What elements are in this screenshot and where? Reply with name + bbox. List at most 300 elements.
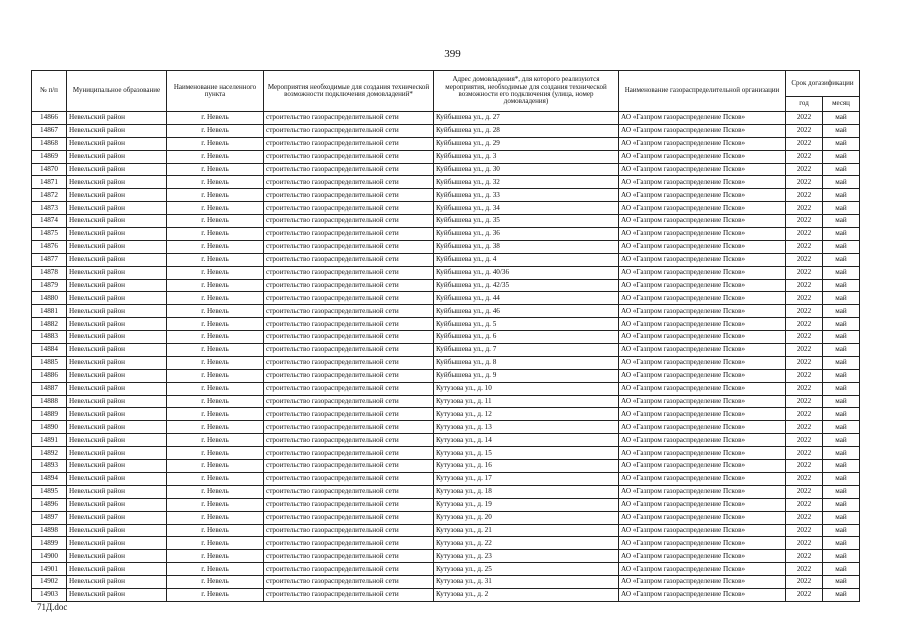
row-number: 14874 <box>32 215 67 228</box>
address-cell: Кутузова ул., д. 12 <box>434 408 619 421</box>
address-cell: Куйбышева ул., д. 3 <box>434 150 619 163</box>
measure-cell: строительство газораспределительной сети <box>264 215 434 228</box>
row-number: 14887 <box>32 382 67 395</box>
municipality-cell: Невельский район <box>67 266 167 279</box>
header-month: месяц <box>823 97 860 112</box>
month-cell: май <box>823 266 860 279</box>
address-cell: Куйбышева ул., д. 28 <box>434 124 619 137</box>
municipality-cell: Невельский район <box>67 176 167 189</box>
municipality-cell: Невельский район <box>67 137 167 150</box>
year-cell: 2022 <box>786 344 823 357</box>
header-year: год <box>786 97 823 112</box>
month-cell: май <box>823 202 860 215</box>
municipality-cell: Невельский район <box>67 382 167 395</box>
municipality-cell: Невельский район <box>67 460 167 473</box>
address-cell: Куйбышева ул., д. 38 <box>434 240 619 253</box>
row-number: 14882 <box>32 318 67 331</box>
municipality-cell: Невельский район <box>67 150 167 163</box>
row-number: 14871 <box>32 176 67 189</box>
measure-cell: строительство газораспределительной сети <box>264 498 434 511</box>
measure-cell: строительство газораспределительной сети <box>264 472 434 485</box>
table-row <box>32 356 860 369</box>
year-cell: 2022 <box>786 356 823 369</box>
year-cell: 2022 <box>786 137 823 150</box>
locality-cell: г. Невель <box>167 253 264 266</box>
address-cell: Куйбышева ул., д. 4 <box>434 253 619 266</box>
organization-cell: АО «Газпром газораспределение Псков» <box>619 163 786 176</box>
address-cell: Кутузова ул., д. 14 <box>434 434 619 447</box>
municipality-cell: Невельский район <box>67 202 167 215</box>
measure-cell: строительство газораспределительной сети <box>264 202 434 215</box>
row-number: 14894 <box>32 472 67 485</box>
month-cell: май <box>823 382 860 395</box>
locality-cell: г. Невель <box>167 421 264 434</box>
municipality-cell: Невельский район <box>67 421 167 434</box>
month-cell: май <box>823 447 860 460</box>
measure-cell: строительство газораспределительной сети <box>264 240 434 253</box>
month-cell: май <box>823 421 860 434</box>
year-cell: 2022 <box>786 202 823 215</box>
locality-cell: г. Невель <box>167 447 264 460</box>
address-cell: Куйбышева ул., д. 33 <box>434 189 619 202</box>
address-cell: Кутузова ул., д. 11 <box>434 395 619 408</box>
month-cell: май <box>823 305 860 318</box>
measure-cell: строительство газораспределительной сети <box>264 537 434 550</box>
year-cell: 2022 <box>786 253 823 266</box>
month-cell: май <box>823 472 860 485</box>
month-cell: май <box>823 588 860 601</box>
organization-cell: АО «Газпром газораспределение Псков» <box>619 563 786 576</box>
row-number: 14901 <box>32 563 67 576</box>
year-cell: 2022 <box>786 150 823 163</box>
measure-cell: строительство газораспределительной сети <box>264 588 434 601</box>
organization-cell: АО «Газпром газораспределение Псков» <box>619 511 786 524</box>
month-cell: май <box>823 550 860 563</box>
locality-cell: г. Невель <box>167 588 264 601</box>
table-row <box>32 279 860 292</box>
address-cell: Куйбышева ул., д. 34 <box>434 202 619 215</box>
address-cell: Кутузова ул., д. 10 <box>434 382 619 395</box>
measure-cell: строительство газораспределительной сети <box>264 112 434 125</box>
municipality-cell: Невельский район <box>67 550 167 563</box>
address-cell: Куйбышева ул., д. 9 <box>434 369 619 382</box>
organization-cell: АО «Газпром газораспределение Псков» <box>619 189 786 202</box>
table-row <box>32 576 860 589</box>
row-number: 14869 <box>32 150 67 163</box>
locality-cell: г. Невель <box>167 369 264 382</box>
year-cell: 2022 <box>786 550 823 563</box>
address-cell: Куйбышева ул., д. 35 <box>434 215 619 228</box>
address-cell: Кутузова ул., д. 17 <box>434 472 619 485</box>
row-number: 14866 <box>32 112 67 125</box>
year-cell: 2022 <box>786 382 823 395</box>
municipality-cell: Невельский район <box>67 292 167 305</box>
row-number: 14878 <box>32 266 67 279</box>
month-cell: май <box>823 228 860 241</box>
table-row <box>32 344 860 357</box>
table-row <box>32 382 860 395</box>
locality-cell: г. Невель <box>167 331 264 344</box>
municipality-cell: Невельский район <box>67 240 167 253</box>
address-cell: Кутузова ул., д. 15 <box>434 447 619 460</box>
year-cell: 2022 <box>786 215 823 228</box>
year-cell: 2022 <box>786 434 823 447</box>
municipality-cell: Невельский район <box>67 189 167 202</box>
table-body <box>32 112 860 602</box>
municipality-cell: Невельский район <box>67 395 167 408</box>
gasification-table <box>31 70 860 602</box>
table-row <box>32 215 860 228</box>
measure-cell: строительство газораспределительной сети <box>264 305 434 318</box>
locality-cell: г. Невель <box>167 163 264 176</box>
row-number: 14876 <box>32 240 67 253</box>
month-cell: май <box>823 176 860 189</box>
row-number: 14875 <box>32 228 67 241</box>
address-cell: Кутузова ул., д. 23 <box>434 550 619 563</box>
table-row <box>32 511 860 524</box>
locality-cell: г. Невель <box>167 305 264 318</box>
year-cell: 2022 <box>786 228 823 241</box>
table-row <box>32 524 860 537</box>
organization-cell: АО «Газпром газораспределение Псков» <box>619 202 786 215</box>
table-row <box>32 318 860 331</box>
address-cell: Кутузова ул., д. 16 <box>434 460 619 473</box>
locality-cell: г. Невель <box>167 485 264 498</box>
municipality-cell: Невельский район <box>67 163 167 176</box>
organization-cell: АО «Газпром газораспределение Псков» <box>619 485 786 498</box>
organization-cell: АО «Газпром газораспределение Псков» <box>619 137 786 150</box>
address-cell: Куйбышева ул., д. 29 <box>434 137 619 150</box>
measure-cell: строительство газораспределительной сети <box>264 137 434 150</box>
municipality-cell: Невельский район <box>67 434 167 447</box>
row-number: 14868 <box>32 137 67 150</box>
municipality-cell: Невельский район <box>67 331 167 344</box>
address-cell: Кутузова ул., д. 20 <box>434 511 619 524</box>
month-cell: май <box>823 498 860 511</box>
row-number: 14873 <box>32 202 67 215</box>
table-row <box>32 563 860 576</box>
month-cell: май <box>823 215 860 228</box>
year-cell: 2022 <box>786 305 823 318</box>
table-row <box>32 434 860 447</box>
row-number: 14886 <box>32 369 67 382</box>
row-number: 14889 <box>32 408 67 421</box>
measure-cell: строительство газораспределительной сети <box>264 150 434 163</box>
month-cell: май <box>823 485 860 498</box>
address-cell: Куйбышева ул., д. 30 <box>434 163 619 176</box>
municipality-cell: Невельский район <box>67 228 167 241</box>
locality-cell: г. Невель <box>167 395 264 408</box>
address-cell: Куйбышева ул., д. 46 <box>434 305 619 318</box>
row-number: 14881 <box>32 305 67 318</box>
row-number: 14879 <box>32 279 67 292</box>
locality-cell: г. Невель <box>167 472 264 485</box>
row-number: 14870 <box>32 163 67 176</box>
table-row <box>32 240 860 253</box>
municipality-cell: Невельский район <box>67 112 167 125</box>
header-locality: Наименование населенного пункта <box>167 71 264 112</box>
locality-cell: г. Невель <box>167 228 264 241</box>
year-cell: 2022 <box>786 163 823 176</box>
measure-cell: строительство газораспределительной сети <box>264 369 434 382</box>
organization-cell: АО «Газпром газораспределение Псков» <box>619 253 786 266</box>
month-cell: май <box>823 344 860 357</box>
year-cell: 2022 <box>786 563 823 576</box>
measure-cell: строительство газораспределительной сети <box>264 382 434 395</box>
row-number: 14893 <box>32 460 67 473</box>
month-cell: май <box>823 563 860 576</box>
measure-cell: строительство газораспределительной сети <box>264 266 434 279</box>
measure-cell: строительство газораспределительной сети <box>264 292 434 305</box>
measure-cell: строительство газораспределительной сети <box>264 550 434 563</box>
municipality-cell: Невельский район <box>67 447 167 460</box>
address-cell: Куйбышева ул., д. 5 <box>434 318 619 331</box>
locality-cell: г. Невель <box>167 524 264 537</box>
month-cell: май <box>823 511 860 524</box>
row-number: 14902 <box>32 576 67 589</box>
page-number: 399 <box>444 48 461 60</box>
locality-cell: г. Невель <box>167 279 264 292</box>
measure-cell: строительство газораспределительной сети <box>264 511 434 524</box>
table-row <box>32 124 860 137</box>
organization-cell: АО «Газпром газораспределение Псков» <box>619 369 786 382</box>
table-row <box>32 472 860 485</box>
organization-cell: АО «Газпром газораспределение Псков» <box>619 498 786 511</box>
locality-cell: г. Невель <box>167 292 264 305</box>
month-cell: май <box>823 112 860 125</box>
table-row <box>32 550 860 563</box>
municipality-cell: Невельский район <box>67 124 167 137</box>
month-cell: май <box>823 163 860 176</box>
organization-cell: АО «Газпром газораспределение Псков» <box>619 305 786 318</box>
year-cell: 2022 <box>786 421 823 434</box>
month-cell: май <box>823 356 860 369</box>
locality-cell: г. Невель <box>167 537 264 550</box>
row-number: 14898 <box>32 524 67 537</box>
year-cell: 2022 <box>786 279 823 292</box>
table-row <box>32 537 860 550</box>
year-cell: 2022 <box>786 331 823 344</box>
year-cell: 2022 <box>786 395 823 408</box>
month-cell: май <box>823 292 860 305</box>
row-number: 14892 <box>32 447 67 460</box>
year-cell: 2022 <box>786 292 823 305</box>
municipality-cell: Невельский район <box>67 485 167 498</box>
table-row <box>32 228 860 241</box>
year-cell: 2022 <box>786 318 823 331</box>
measure-cell: строительство газораспределительной сети <box>264 408 434 421</box>
table-row <box>32 176 860 189</box>
year-cell: 2022 <box>786 537 823 550</box>
table-row <box>32 112 860 125</box>
year-cell: 2022 <box>786 485 823 498</box>
municipality-cell: Невельский район <box>67 563 167 576</box>
footer-filename: 71Д.doc <box>37 602 68 612</box>
table-row <box>32 447 860 460</box>
organization-cell: АО «Газпром газораспределение Псков» <box>619 266 786 279</box>
year-cell: 2022 <box>786 511 823 524</box>
row-number: 14896 <box>32 498 67 511</box>
year-cell: 2022 <box>786 408 823 421</box>
organization-cell: АО «Газпром газораспределение Псков» <box>619 588 786 601</box>
year-cell: 2022 <box>786 576 823 589</box>
row-number: 14885 <box>32 356 67 369</box>
locality-cell: г. Невель <box>167 356 264 369</box>
locality-cell: г. Невель <box>167 240 264 253</box>
organization-cell: АО «Газпром газораспределение Псков» <box>619 150 786 163</box>
row-number: 14867 <box>32 124 67 137</box>
table-row <box>32 460 860 473</box>
month-cell: май <box>823 331 860 344</box>
month-cell: май <box>823 279 860 292</box>
locality-cell: г. Невель <box>167 563 264 576</box>
address-cell: Кутузова ул., д. 21 <box>434 524 619 537</box>
table-row <box>32 266 860 279</box>
year-cell: 2022 <box>786 176 823 189</box>
organization-cell: АО «Газпром газораспределение Псков» <box>619 421 786 434</box>
municipality-cell: Невельский район <box>67 215 167 228</box>
month-cell: май <box>823 460 860 473</box>
locality-cell: г. Невель <box>167 137 264 150</box>
measure-cell: строительство газораспределительной сети <box>264 176 434 189</box>
row-number: 14891 <box>32 434 67 447</box>
locality-cell: г. Невель <box>167 511 264 524</box>
address-cell: Куйбышева ул., д. 8 <box>434 356 619 369</box>
organization-cell: АО «Газпром газораспределение Псков» <box>619 124 786 137</box>
organization-cell: АО «Газпром газораспределение Псков» <box>619 228 786 241</box>
table-row <box>32 305 860 318</box>
municipality-cell: Невельский район <box>67 356 167 369</box>
organization-cell: АО «Газпром газораспределение Псков» <box>619 356 786 369</box>
measure-cell: строительство газораспределительной сети <box>264 189 434 202</box>
municipality-cell: Невельский район <box>67 511 167 524</box>
locality-cell: г. Невель <box>167 112 264 125</box>
year-cell: 2022 <box>786 240 823 253</box>
municipality-cell: Невельский район <box>67 253 167 266</box>
organization-cell: АО «Газпром газораспределение Псков» <box>619 408 786 421</box>
address-cell: Кутузова ул., д. 18 <box>434 485 619 498</box>
month-cell: май <box>823 369 860 382</box>
year-cell: 2022 <box>786 498 823 511</box>
measure-cell: строительство газораспределительной сети <box>264 163 434 176</box>
header-organization: Наименование газораспределительной организации <box>619 71 786 112</box>
table-row <box>32 202 860 215</box>
address-cell: Кутузова ул., д. 19 <box>434 498 619 511</box>
header-address: Адрес домовладения*, для которого реализуются мероприятия, необходимые для создания технической возможности его подключения (улица, номер домовладения) <box>434 71 619 112</box>
locality-cell: г. Невель <box>167 202 264 215</box>
municipality-cell: Невельский район <box>67 318 167 331</box>
address-cell: Кутузова ул., д. 31 <box>434 576 619 589</box>
measure-cell: строительство газораспределительной сети <box>264 576 434 589</box>
month-cell: май <box>823 395 860 408</box>
measure-cell: строительство газораспределительной сети <box>264 434 434 447</box>
measure-cell: строительство газораспределительной сети <box>264 524 434 537</box>
locality-cell: г. Невель <box>167 266 264 279</box>
municipality-cell: Невельский район <box>67 524 167 537</box>
organization-cell: АО «Газпром газораспределение Псков» <box>619 382 786 395</box>
month-cell: май <box>823 124 860 137</box>
municipality-cell: Невельский район <box>67 369 167 382</box>
month-cell: май <box>823 537 860 550</box>
locality-cell: г. Невель <box>167 408 264 421</box>
address-cell: Куйбышева ул., д. 36 <box>434 228 619 241</box>
locality-cell: г. Невель <box>167 550 264 563</box>
month-cell: май <box>823 137 860 150</box>
organization-cell: АО «Газпром газораспределение Псков» <box>619 472 786 485</box>
municipality-cell: Невельский район <box>67 472 167 485</box>
table-row <box>32 253 860 266</box>
measure-cell: строительство газораспределительной сети <box>264 356 434 369</box>
organization-cell: АО «Газпром газораспределение Псков» <box>619 318 786 331</box>
measure-cell: строительство газораспределительной сети <box>264 331 434 344</box>
table-row <box>32 408 860 421</box>
month-cell: май <box>823 189 860 202</box>
row-number: 14897 <box>32 511 67 524</box>
locality-cell: г. Невель <box>167 434 264 447</box>
locality-cell: г. Невель <box>167 176 264 189</box>
locality-cell: г. Невель <box>167 318 264 331</box>
organization-cell: АО «Газпром газораспределение Псков» <box>619 550 786 563</box>
municipality-cell: Невельский район <box>67 279 167 292</box>
table-row <box>32 498 860 511</box>
row-number: 14877 <box>32 253 67 266</box>
organization-cell: АО «Газпром газораспределение Псков» <box>619 576 786 589</box>
address-cell: Кутузова ул., д. 22 <box>434 537 619 550</box>
address-cell: Куйбышева ул., д. 6 <box>434 331 619 344</box>
table-row <box>32 163 860 176</box>
organization-cell: АО «Газпром газораспределение Псков» <box>619 279 786 292</box>
organization-cell: АО «Газпром газораспределение Псков» <box>619 215 786 228</box>
year-cell: 2022 <box>786 124 823 137</box>
organization-cell: АО «Газпром газораспределение Псков» <box>619 331 786 344</box>
measure-cell: строительство газораспределительной сети <box>264 253 434 266</box>
locality-cell: г. Невель <box>167 215 264 228</box>
measure-cell: строительство газораспределительной сети <box>264 447 434 460</box>
row-number: 14884 <box>32 344 67 357</box>
table-row <box>32 588 860 601</box>
table-row <box>32 421 860 434</box>
year-cell: 2022 <box>786 369 823 382</box>
locality-cell: г. Невель <box>167 498 264 511</box>
organization-cell: АО «Газпром газораспределение Псков» <box>619 292 786 305</box>
address-cell: Кутузова ул., д. 25 <box>434 563 619 576</box>
locality-cell: г. Невель <box>167 344 264 357</box>
month-cell: май <box>823 408 860 421</box>
measure-cell: строительство газораспределительной сети <box>264 563 434 576</box>
address-cell: Куйбышева ул., д. 44 <box>434 292 619 305</box>
address-cell: Куйбышева ул., д. 7 <box>434 344 619 357</box>
organization-cell: АО «Газпром газораспределение Псков» <box>619 460 786 473</box>
header-num: № п/п <box>32 71 67 112</box>
row-number: 14903 <box>32 588 67 601</box>
table-row <box>32 369 860 382</box>
month-cell: май <box>823 253 860 266</box>
table-row <box>32 395 860 408</box>
municipality-cell: Невельский район <box>67 408 167 421</box>
address-cell: Кутузова ул., д. 2 <box>434 588 619 601</box>
year-cell: 2022 <box>786 472 823 485</box>
address-cell: Кутузова ул., д. 13 <box>434 421 619 434</box>
table-row <box>32 292 860 305</box>
header-municipality: Муниципальное образование <box>67 71 167 112</box>
table-row <box>32 150 860 163</box>
table-row <box>32 189 860 202</box>
year-cell: 2022 <box>786 189 823 202</box>
row-number: 14888 <box>32 395 67 408</box>
address-cell: Куйбышева ул., д. 40/36 <box>434 266 619 279</box>
municipality-cell: Невельский район <box>67 344 167 357</box>
month-cell: май <box>823 576 860 589</box>
